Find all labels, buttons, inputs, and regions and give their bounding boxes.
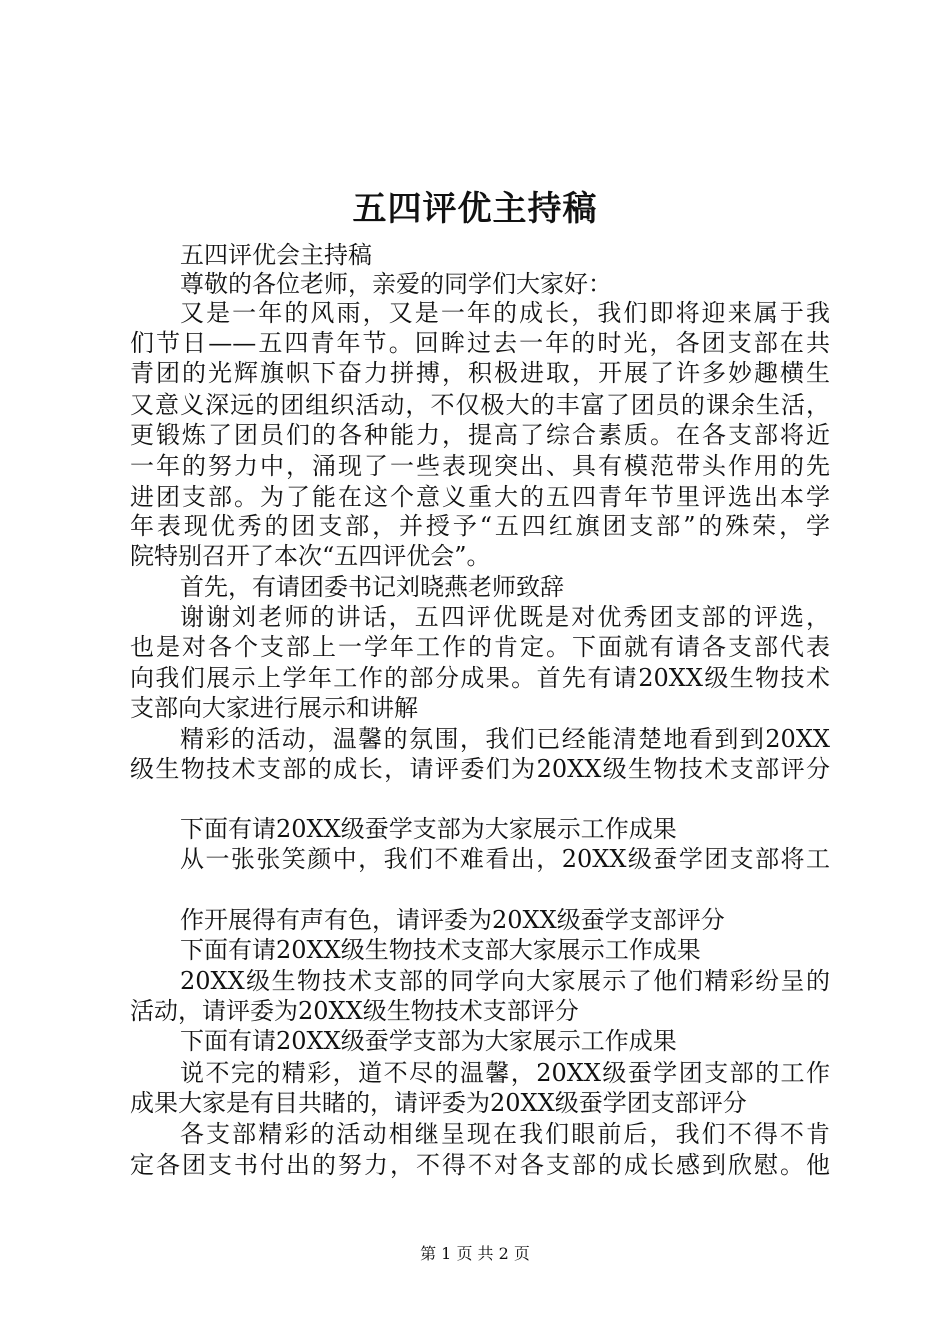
paragraph-line: 年表现优秀的团支部，并授予“五四红旗团支部”的殊荣，学 xyxy=(130,512,830,540)
paragraph-line: 下面有请20XX级蚕学支部为大家展示工作成果 xyxy=(180,1027,677,1055)
paragraph-line: 支部向大家进行展示和讲解 xyxy=(130,694,418,722)
paragraph-line: 作开展得有声有色，请评委为20XX级蚕学支部评分 xyxy=(180,906,725,934)
paragraph-line: 向我们展示上学年工作的部分成果。首先有请20XX级生物技术 xyxy=(130,664,830,692)
paragraph-line: 进团支部。为了能在这个意义重大的五四青年节里评选出本学 xyxy=(130,483,830,511)
paragraph-line: 更锻炼了团员们的各种能力，提高了综合素质。在各支部将近 xyxy=(130,421,830,449)
paragraph-line: 青团的光辉旗帜下奋力拼搏，积极进取，开展了许多妙趣横生 xyxy=(130,359,830,387)
paragraph-line: 又是一年的风雨，又是一年的成长，我们即将迎来属于我 xyxy=(180,299,830,327)
paragraph-line: 从一张张笑颜中，我们不难看出，20XX级蚕学团支部将工 xyxy=(180,845,830,873)
paragraph-line: 谢谢刘老师的讲话，五四评优既是对优秀团支部的评选， xyxy=(180,603,830,631)
paragraph-line: 下面有请20XX级蚕学支部为大家展示工作成果 xyxy=(180,815,677,843)
paragraph-line: 尊敬的各位老师，亲爱的同学们大家好： xyxy=(180,270,612,298)
paragraph-line: 下面有请20XX级生物技术支部大家展示工作成果 xyxy=(180,936,701,964)
paragraph-line: 成果大家是有目共睹的，请评委为20XX级蚕学团支部评分 xyxy=(130,1089,747,1117)
paragraph-line: 精彩的活动，温馨的氛围，我们已经能清楚地看到到20XX xyxy=(180,725,830,753)
paragraph-line: 级生物技术支部的成长，请评委们为20XX级生物技术支部评分 xyxy=(130,755,830,783)
paragraph-line: 们节日——五四青年节。回眸过去一年的时光，各团支部在共 xyxy=(130,329,830,357)
paragraph-line: 各支部精彩的活动相继呈现在我们眼前后，我们不得不肯 xyxy=(180,1120,830,1148)
paragraph-line: 院特别召开了本次“五四评优会”。 xyxy=(130,542,491,570)
page-number-footer: 第 1 页 共 2 页 xyxy=(420,1244,530,1263)
paragraph-line: 又意义深远的团组织活动，不仅极大的丰富了团员的课余生活， xyxy=(130,391,830,419)
paragraph-line: 说不完的精彩，道不尽的温馨，20XX级蚕学团支部的工作 xyxy=(180,1059,830,1087)
paragraph-line: 活动，请评委为20XX级生物技术支部评分 xyxy=(130,997,579,1025)
paragraph-line: 定各团支书付出的努力，不得不对各支部的成长感到欣慰。他 xyxy=(130,1151,830,1179)
paragraph-line: 20XX级生物技术支部的同学向大家展示了他们精彩纷呈的 xyxy=(180,967,830,995)
paragraph-line: 五四评优会主持稿 xyxy=(180,241,372,269)
document-title: 五四评优主持稿 xyxy=(352,189,598,229)
paragraph-line: 首先，有请团委书记刘晓燕老师致辞 xyxy=(180,573,564,601)
paragraph-line: 也是对各个支部上一学年工作的肯定。下面就有请各支部代表 xyxy=(130,633,830,661)
paragraph-line: 一年的努力中，涌现了一些表现突出、具有模范带头作用的先 xyxy=(130,452,830,480)
